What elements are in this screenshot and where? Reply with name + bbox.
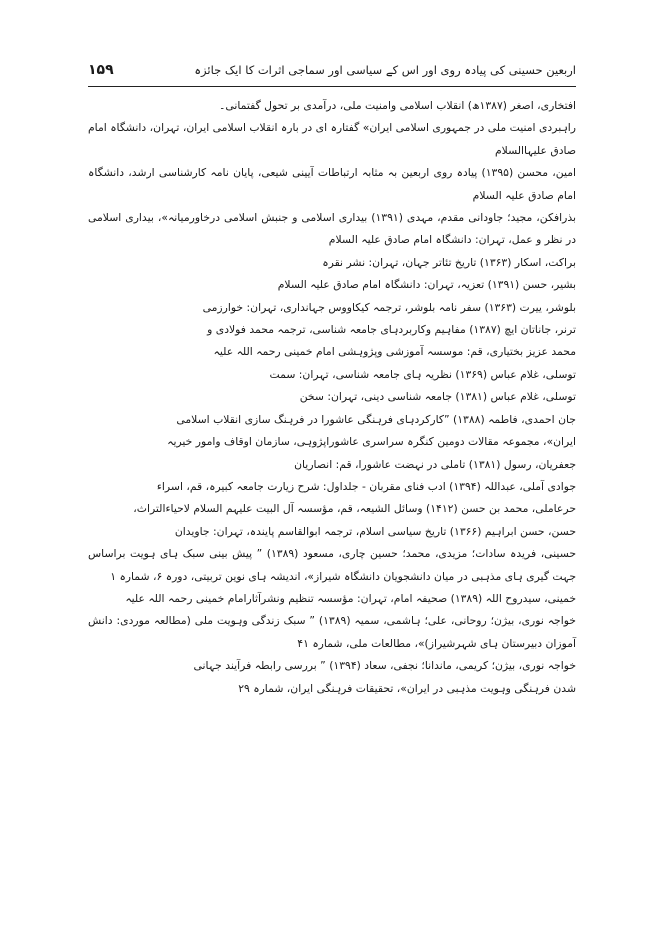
header-rule [88,86,576,87]
page-number: ۱۵۹ [88,62,114,78]
reference-entry: حسینی، فریدہ سادات؛ مزیدی، محمد؛ حسین چاری، مسعود (۱۳۸۹) ” پیش بینی سبک ہای ہویت براساس جہت گیری ہای مذہبی در میان دانشجویان دانشگاہ شیراز»، اندیشہ ہای نوین تربیتی، دورہ ۶، شمارہ ۱ [88,547,576,583]
reference-entry: جوادی آملی، عبداللہ (۱۳۹۴) ادب فنای مقربان - جلداول: شرح زیارت جامعہ کبیرہ، قم، اسراء [156,479,576,493]
reference-entry: امین، محسن (۱۳۹۵) پیادہ روی اربعین بہ مثابہ ارتباطات آیینی شیعی، پایان نامہ کارشناسی ارشد، دانشگاہ امام صادق علیہ السلام [88,166,576,202]
page-header [88,58,576,84]
reference-entry: خمینی، سیدروح اللہ (۱۳۸۹) صحیفہ امام، تہران: مؤسسہ تنظیم ونشرآثارامام خمینی رحمہ اللہ علیہ [125,591,576,605]
reference-entry: افتخاری، اصغر (۱۳۸۷ھ) انقلاب اسلامی وامنیت ملی، درآمدی بر تحول گفتمانی۔ [219,99,576,112]
reference-entry: شدن فرہنگی وہویت مذہبی در ایران»، تحقیقات فرہنگی ایران، شمارہ ۲۹ [238,681,576,695]
reference-entry: محمد عزیز بختیاری، قم: موسسہ آموزشی وپژوہشی امام خمینی رحمہ اللہ علیہ [213,345,576,359]
running-title: اربعین حسینی کی پیادہ روی اور اس کے سیاسی اور سماجی اثرات کا ایک جائزہ [194,63,576,77]
reference-entry: توسلی، غلام عباس (۱۳۶۹) نظریہ ہای جامعہ شناسی، تہران: سمت [269,367,576,381]
reference-entry: حسن، حسن ابراہیم (۱۳۶۶) تاریخ سیاسی اسلام، ترجمہ ابوالقاسم پایندہ، تہران: جاویدان [174,524,576,538]
reference-entry: جان احمدی، فاطمہ (۱۳۸۸) ”کارکردہای فرہنگی عاشورا در فرہنگ سازی انقلاب اسلامی [176,412,576,426]
reference-entry: براکت، اسکار (۱۳۶۳) تاریخ تئاتر جہان، تہران: نشر نقرہ [322,255,576,269]
reference-entry: ایران»، مجموعہ مقالات دومین کنگرہ سراسری عاشوراپژوہی، سازمان اوقاف وامور خیریہ [167,435,576,449]
reference-entry: توسلی، غلام عباس (۱۳۸۱) جامعہ شناسی دینی، تہران: سخن [299,390,576,404]
reference-entry: جعفریان، رسول (۱۳۸۱) تاملی در نہضت عاشورا، قم: انصاریان [294,457,576,471]
reference-entry: حرعاملی، محمد بن حسن (۱۴۱۲) وسائل الشیعہ، قم، مؤسسہ آل البیت علیہم السلام لاحیاءالتراث، [133,502,576,516]
reference-list [88,95,576,700]
reference-entry: بشیر، حسن (۱۳۹۱) تعزیہ، تہران: دانشگاہ امام صادق علیہ السلام [277,278,576,292]
reference-entry: بلوشر، ییرت (۱۳۶۳) سفر نامہ بلوشر، ترجمہ کیکاووس جہانداری، تہران: خوارزمی [202,300,576,314]
reference-entry: خواجہ نوری، بیژن؛ کریمی، ماندانا؛ نجفی، سعاد (۱۳۹۴) ” بررسی رابطہ فرآیند جہانی [193,659,576,673]
reference-entry: راہبردی امنیت ملی در جمہوری اسلامی ایران» گفتارہ ای در بارہ انقلاب اسلامی ایران، تہران، دانشگاہ امام صادق علیہاالسلام [88,121,576,157]
reference-entry: خواجہ نوری، بیژن؛ روحانی، علی؛ ہاشمی، سمیہ (۱۳۸۹) ” سبک زندگی وہویت ملی (مطالعہ موردی: دانش آموزان دبیرستان ہای شہرشیراز)»، مطالعات ملی، شمارہ ۴۱ [88,614,576,650]
reference-entry: ترنر، جاناتان ایچ (۱۳۸۷) مفاہیم وکاربردہای جامعہ شناسی، ترجمہ محمد فولادی و [207,323,576,337]
reference-entry: بذرافکن، مجید؛ جاودانی مقدم، مہدی (۱۳۹۱) بیداری اسلامی و جنبش اسلامی درخاورمیانہ»، بیداری اسلامی در نظر و عمل، تہران: دانشگاہ امام صادق علیہ السلام [88,211,576,247]
